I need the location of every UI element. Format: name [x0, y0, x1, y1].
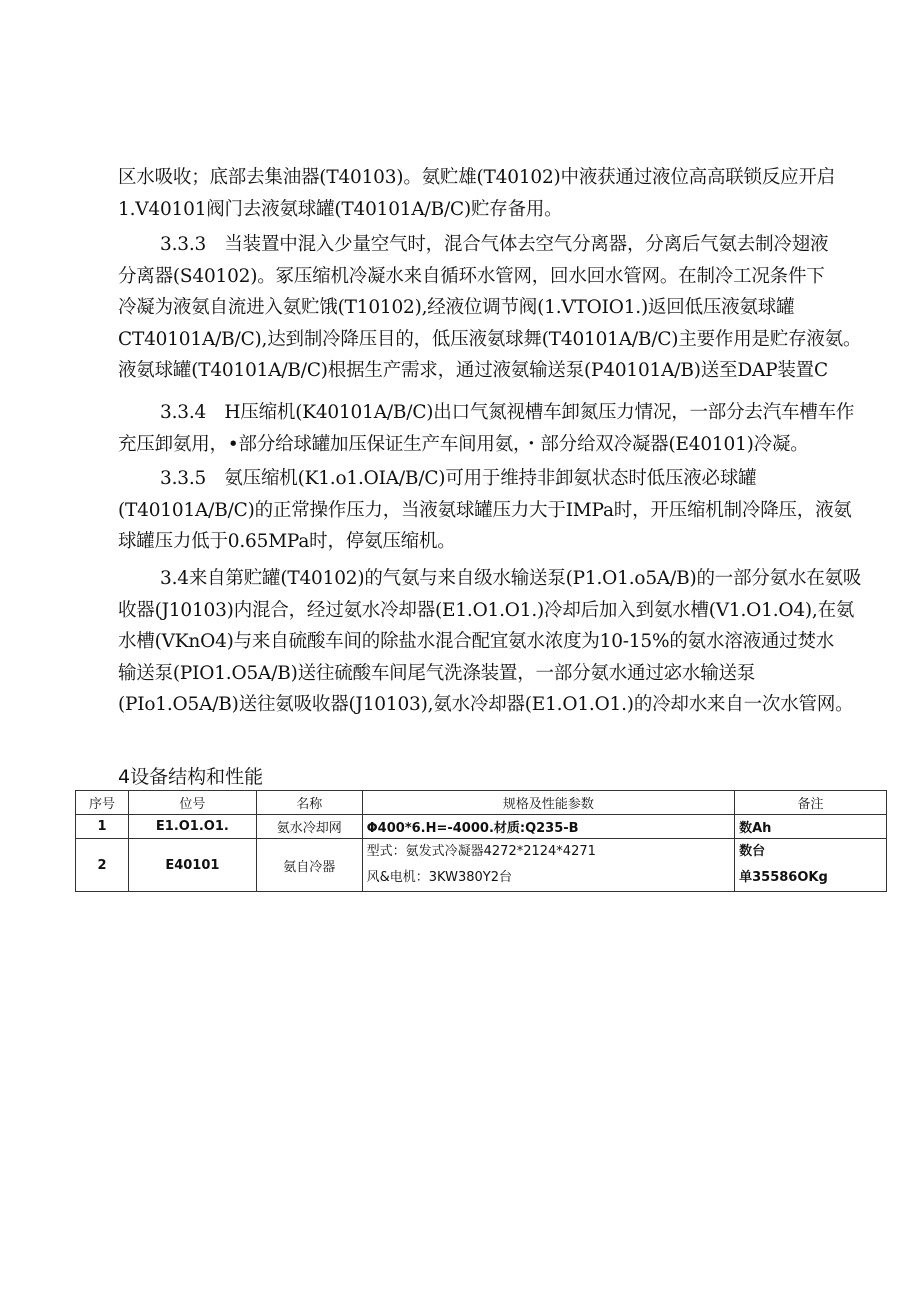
cell-name: 氨水冷却网: [256, 815, 362, 839]
cell-spec: Φ400*6.H=-4000.材质:Q235-B: [362, 815, 734, 839]
text-line: 3.3.4 H压缩机(K40101A/B/C)出口气氮视槽车卸氮压力情况，一部分去汽车槽车作: [160, 402, 855, 423]
text-line: 水槽(VKnO4)与来自硫酸车间的除盐水混合配宜氨水浓度为10-15%的氨水溶液通过焚水: [118, 631, 835, 652]
text-line: 3.3.3 当装置中混入少量空气时，混合气体去空气分离器，分离后气氨去制冷翅液: [160, 234, 829, 255]
header-tag: 位号: [128, 791, 256, 815]
spec-line: 型式：氨发式冷凝器4272*2124*4271: [366, 844, 596, 859]
text-line: (T40101A/B/C)的正常操作压力，当液氨球罐压力大于IMPa时，开压缩机制冷降压，液氨: [118, 499, 852, 521]
cell-no: 2: [76, 839, 129, 892]
text-line: 区水吸收；底部去集油器(T40103)。氨贮雄(T40102)中液获通过液位高高联锁反应开启: [118, 167, 836, 188]
text-line: 液氨球罐(T40101A/B/C)根据生产需求，通过液氨输送泵(P40101A/B)送至DAP装置C: [118, 360, 828, 381]
text-line: 3.3.5 氨压缩机(K1.o1.OIA/B/C)可用于维持非卸氨状态时低压液必球罐: [160, 468, 757, 489]
header-spec: 规格及性能参数: [362, 791, 734, 815]
paragraph-3-3-4: [118, 397, 893, 460]
section-title: 4设备结构和性能: [118, 766, 264, 788]
text-line: 分离器(S40102)。冢压缩机冷凝水来自循环水管网，回水回水管网。在制冷工况条件下: [118, 265, 825, 287]
cell-spec: [362, 839, 734, 892]
paragraph-3-3-3: [118, 229, 893, 387]
equipment-table: [75, 790, 887, 892]
cell-tag: E1.O1.O1.: [128, 815, 256, 839]
table-row: [76, 815, 887, 839]
text-line: 冷凝为液氨自流进入氨贮饿(T10102),经液位调节阀(1.VTOIO1.)返回低压液氨球罐: [118, 297, 795, 318]
note-line: 单35586OKg: [739, 870, 828, 885]
text-line: 收器(J10103)内混合，经过氨水冷却器(E1.O1.O1.)冷却后加入到氨水槽(V1.O1.O4),在氨: [118, 599, 855, 621]
cell-no: 1: [76, 815, 129, 839]
cell-note: 数Ah: [735, 815, 887, 839]
paragraph-1: [118, 162, 893, 225]
cell-tag: E40101: [128, 839, 256, 892]
header-name: 名称: [256, 791, 362, 815]
text-line: 充压卸氨用，•部分给球罐加压保证生产车间用氨，・部分给双冷凝器(E40101)冷凝。: [118, 433, 809, 455]
paragraph-3-4: [118, 563, 893, 721]
paragraph-3-3-5: [118, 463, 893, 558]
text-line: 1.V40101阀门去液氨球罐(T40101A/B/C)贮存备用。: [118, 198, 563, 220]
cell-name: 氨自冷器: [256, 839, 362, 892]
text-line: 球罐压力低于0.65MPa时，停氨压缩机。: [118, 531, 456, 552]
note-line: 数台: [739, 844, 766, 859]
text-line: 输送泵(PIO1.O5A/B)送往硫酸车间尾气洗涤装置，一部分氨水通过宓水输送泵: [118, 662, 756, 684]
text-line: 3.4来自第贮罐(T40102)的气氨与来自级水输送泵(P1.O1.o5A/B)的一部分氨水在氨吸: [160, 568, 862, 589]
header-no: 序号: [76, 791, 129, 815]
table-row: [76, 839, 887, 892]
header-note: 备注: [735, 791, 887, 815]
cell-note: [735, 839, 887, 892]
text-line: CT40101A/B/C),达到制冷降压目的，低压液氨球舞(T40101A/B/C)主要作用是贮存液氨。: [118, 328, 862, 350]
table-header-row: [76, 791, 887, 815]
spec-line: 风&电机：3KW380Y2台: [366, 870, 512, 885]
text-line: (PIo1.O5A/B)送往氨吸收器(J10103),氨水冷却器(E1.O1.O1.)的冷却水来自一次水管网。: [118, 694, 854, 715]
